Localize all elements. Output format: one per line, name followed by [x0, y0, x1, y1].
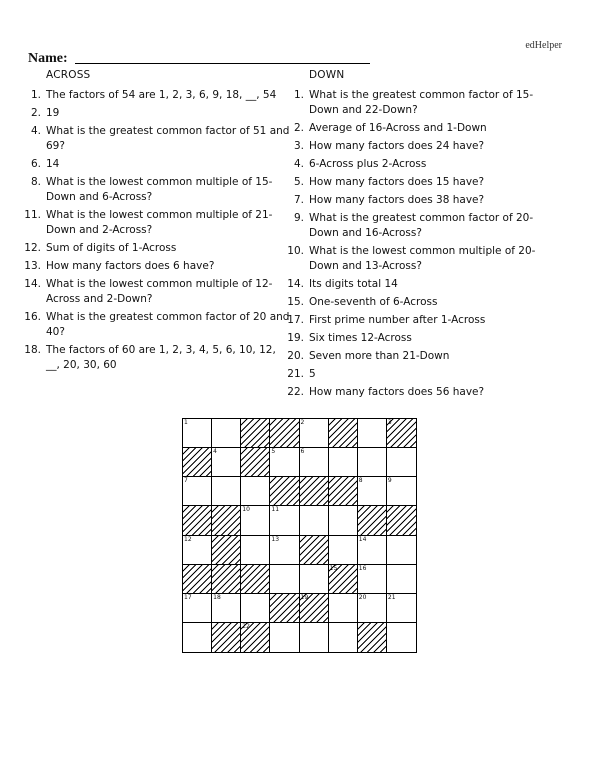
answer-cell[interactable]: [300, 506, 329, 535]
answer-cell[interactable]: [329, 506, 358, 535]
clue-text: What is the lowest common multiple of 21-Down and 2-Across?: [46, 209, 273, 236]
clue-number: 6.: [30, 158, 41, 170]
across-clue: [22, 310, 292, 340]
clue-number: 3.: [293, 140, 304, 152]
clue-number: 17.: [287, 314, 304, 326]
clue-text: 19: [46, 107, 60, 119]
blocked-cell: [212, 506, 241, 535]
clue-text: How many factors does 24 have?: [309, 140, 485, 152]
clue-number: 18.: [24, 344, 41, 356]
answer-cell[interactable]: [358, 536, 387, 565]
down-clue: [287, 313, 555, 328]
clue-number: 9.: [293, 212, 304, 224]
clue-number: 4.: [30, 125, 41, 137]
answer-cell[interactable]: [329, 594, 358, 623]
cell-number: 1: [184, 419, 188, 426]
blocked-cell: [212, 565, 241, 594]
blocked-cell: [241, 623, 270, 652]
blocked-cell: [329, 419, 358, 448]
cell-number: 4: [213, 448, 217, 456]
clue-number: 8.: [30, 176, 41, 188]
clue-number: 14.: [287, 278, 304, 290]
answer-cell[interactable]: [300, 623, 329, 652]
blocked-cell: [329, 565, 358, 594]
down-clue-list: [287, 88, 555, 403]
across-clue: [22, 157, 292, 172]
answer-cell[interactable]: [387, 594, 416, 623]
answer-cell[interactable]: [358, 419, 387, 448]
clue-text: 14: [46, 158, 60, 170]
down-clue: [287, 385, 555, 400]
clue-number: 22.: [287, 386, 304, 398]
clue-number: 5.: [293, 176, 304, 188]
clue-number: 4.: [293, 158, 304, 170]
clue-text: The factors of 60 are 1, 2, 3, 4, 5, 6, 10, 12, __, 20, 30, 60: [46, 344, 276, 371]
cell-number: 15: [329, 564, 338, 572]
clue-number: 2.: [293, 122, 304, 134]
answer-cell[interactable]: [183, 477, 212, 506]
clue-number: 21.: [287, 368, 304, 380]
cell-number: 13: [271, 535, 280, 543]
answer-cell[interactable]: [212, 477, 241, 506]
cell-number: 11: [271, 506, 280, 514]
cell-number: 12: [184, 535, 192, 543]
down-clue: [287, 157, 555, 172]
across-clue: [22, 175, 292, 205]
clue-text: How many factors does 15 have?: [309, 176, 485, 188]
cell-number: 9: [387, 477, 392, 485]
answer-cell[interactable]: [387, 477, 416, 506]
across-clue-list: [22, 88, 292, 376]
answer-cell[interactable]: [300, 419, 329, 448]
blocked-cell: [241, 419, 270, 448]
clue-number: 10.: [287, 245, 304, 257]
blocked-cell: [387, 506, 416, 535]
clue-number: 16.: [24, 311, 41, 323]
answer-cell[interactable]: [329, 623, 358, 652]
clue-text: 6-Across plus 2-Across: [309, 158, 427, 170]
clue-number: 13.: [24, 260, 41, 272]
clue-text: What is the lowest common multiple of 20-Down and 13-Across?: [309, 245, 536, 272]
down-clue: [287, 277, 555, 292]
blocked-cell: [270, 594, 299, 623]
down-clue: [287, 88, 555, 118]
down-heading: DOWN: [309, 69, 345, 81]
blocked-cell: [358, 623, 387, 652]
clue-text: Its digits total 14: [309, 278, 398, 290]
brand-label: edHelper: [525, 40, 562, 51]
down-clue: [287, 211, 555, 241]
answer-cell[interactable]: [329, 536, 358, 565]
blocked-cell: [212, 536, 241, 565]
blocked-cell: [300, 477, 329, 506]
clue-text: 5: [309, 368, 316, 380]
answer-cell[interactable]: [387, 623, 416, 652]
across-clue: [22, 277, 292, 307]
answer-cell[interactable]: [183, 419, 212, 448]
across-clue: [22, 208, 292, 238]
cell-number: 14: [358, 535, 367, 543]
blocked-cell: [183, 506, 212, 535]
down-clue: [287, 139, 555, 154]
answer-cell[interactable]: [212, 419, 241, 448]
cell-number: 18: [213, 593, 221, 601]
cell-number: 8: [358, 477, 363, 485]
blocked-cell: [241, 565, 270, 594]
clue-text: First prime number after 1-Across: [309, 314, 486, 326]
clue-text: How many factors does 38 have?: [309, 194, 485, 206]
clue-text: What is the greatest common factor of 51 and 69?: [46, 125, 290, 152]
down-clue: [287, 295, 555, 310]
cell-number: 10: [242, 506, 250, 514]
answer-cell[interactable]: [183, 536, 212, 565]
clue-number: 19.: [287, 332, 304, 344]
answer-cell[interactable]: [300, 448, 329, 477]
answer-cell[interactable]: [212, 594, 241, 623]
answer-cell[interactable]: [358, 594, 387, 623]
clue-text: What is the greatest common factor of 15-Down and 22-Down?: [309, 89, 534, 116]
clue-text: One-seventh of 6-Across: [309, 296, 438, 308]
answer-cell[interactable]: [270, 448, 299, 477]
answer-cell[interactable]: [300, 565, 329, 594]
across-clue: [22, 106, 292, 121]
blocked-cell: [329, 477, 358, 506]
across-clue: [22, 88, 292, 103]
clue-number: 11.: [24, 209, 41, 221]
answer-cell[interactable]: [183, 623, 212, 652]
answer-cell[interactable]: [212, 448, 241, 477]
clue-number: 2.: [30, 107, 41, 119]
answer-cell[interactable]: [270, 536, 299, 565]
cell-number: 22: [242, 622, 250, 630]
blocked-cell: [212, 623, 241, 652]
across-clue: [22, 124, 292, 154]
clue-text: Seven more than 21-Down: [309, 350, 450, 362]
clue-text: What is the lowest common multiple of 15-Down and 6-Across?: [46, 176, 273, 203]
cell-number: 7: [184, 477, 188, 485]
across-heading: ACROSS: [46, 69, 91, 81]
cell-number: 2: [300, 419, 305, 426]
clue-number: 1.: [30, 89, 41, 101]
clue-number: 1.: [293, 89, 304, 101]
across-clue: [22, 259, 292, 274]
clue-text: Sum of digits of 1-Across: [46, 242, 177, 254]
cell-number: 3: [387, 419, 392, 426]
clue-text: How many factors does 6 have?: [46, 260, 215, 272]
answer-cell[interactable]: [183, 594, 212, 623]
name-field: [28, 51, 378, 67]
name-line[interactable]: [75, 63, 370, 64]
down-clue: [287, 121, 555, 136]
answer-cell[interactable]: [387, 565, 416, 594]
blocked-cell: [183, 565, 212, 594]
across-clue: [22, 343, 292, 373]
clue-number: 12.: [24, 242, 41, 254]
answer-cell[interactable]: [387, 536, 416, 565]
down-clue: [287, 175, 555, 190]
answer-cell[interactable]: [358, 448, 387, 477]
blocked-cell: [270, 419, 299, 448]
blocked-cell: [270, 477, 299, 506]
blocked-cell: [300, 594, 329, 623]
answer-cell[interactable]: [270, 506, 299, 535]
clue-text: What is the lowest common multiple of 12-Across and 2-Down?: [46, 278, 273, 305]
answer-cell[interactable]: [241, 506, 270, 535]
clue-text: The factors of 54 are 1, 2, 3, 6, 9, 18, __, 54: [46, 89, 277, 101]
answer-cell[interactable]: [270, 623, 299, 652]
down-clue: [287, 244, 555, 274]
down-clue: [287, 331, 555, 346]
across-clue: [22, 241, 292, 256]
down-clue: [287, 349, 555, 364]
cell-number: 5: [271, 448, 276, 456]
clue-text: What is the greatest common factor of 20-Down and 16-Across?: [309, 212, 534, 239]
down-clue: [287, 193, 555, 208]
name-label: Name:: [28, 51, 68, 66]
blocked-cell: [300, 536, 329, 565]
clue-number: 7.: [293, 194, 304, 206]
answer-cell[interactable]: [241, 536, 270, 565]
clue-number: 20.: [287, 350, 304, 362]
clue-text: How many factors does 56 have?: [309, 386, 485, 398]
cell-number: 6: [300, 448, 305, 456]
answer-cell[interactable]: [329, 448, 358, 477]
clue-text: Average of 16-Across and 1-Down: [309, 122, 487, 134]
answer-cell[interactable]: [270, 565, 299, 594]
blocked-cell: [183, 448, 212, 477]
down-clue: [287, 367, 555, 382]
answer-cell[interactable]: [358, 565, 387, 594]
answer-cell[interactable]: [241, 594, 270, 623]
blocked-cell: [387, 419, 416, 448]
blocked-cell: [241, 448, 270, 477]
clue-number: 15.: [287, 296, 304, 308]
cell-number: 16: [358, 564, 367, 572]
blocked-cell: [358, 506, 387, 535]
answer-cell[interactable]: [241, 477, 270, 506]
cell-number: 17: [184, 593, 192, 601]
clue-number: 14.: [24, 278, 41, 290]
cell-number: 20: [358, 593, 367, 601]
clue-text: What is the greatest common factor of 20 and 40?: [46, 311, 290, 338]
cell-number: 21: [387, 593, 396, 601]
answer-cell[interactable]: [387, 448, 416, 477]
cell-number: 19: [300, 593, 309, 601]
clue-text: Six times 12-Across: [309, 332, 412, 344]
crossword-grid: [182, 418, 417, 653]
answer-cell[interactable]: [358, 477, 387, 506]
